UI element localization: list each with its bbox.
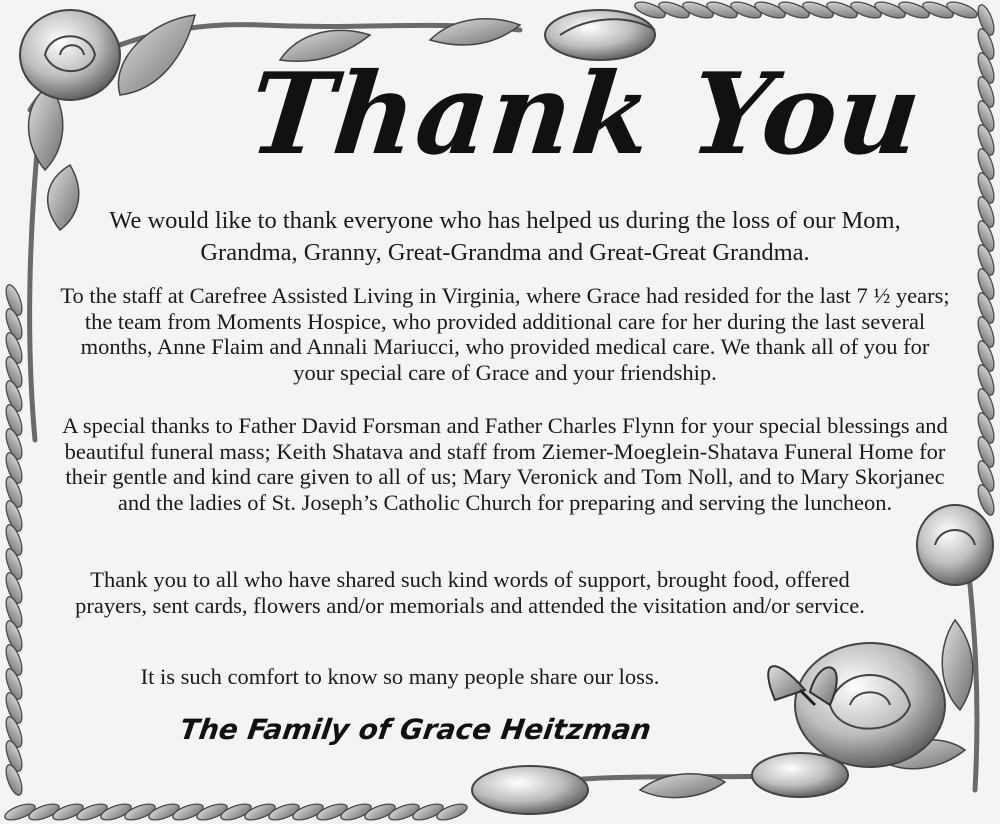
thanks-paragraph-1: We would like to thank everyone who has helped us during the loss of our Mom, Grandma, Granny, Great-Grandma and Great-Great Grandma.	[109, 207, 901, 266]
thanks-paragraph-5: It is such comfort to know so many people share our loss.	[140, 664, 660, 689]
family-signature: The Family of Grace Heitzman	[177, 713, 654, 746]
thanks-paragraph-3: A special thanks to Father David Forsman and Father Charles Flynn for your special blessings and beautiful funeral mass; Keith Shatava and staff from Ziemer-Moeglein-Shatava Funeral Home for their gentle and kind care given to all of us; Mary Veronick and Tom Noll, and to Mary Skorjanec and the ladies of St. Joseph’s Catholic Church for preparing and serving the luncheon.	[62, 413, 948, 515]
rose-icon	[795, 643, 945, 767]
thanks-paragraph-2: To the staff at Carefree Assisted Living in Virginia, where Grace had resided for the last 7 ½ years; the team from Moments Hospice, who provided additional care for her during the last several months, Anne Flaim and Annali Mariucci, who provided medical care. We thank all of you for your special care of Grace and your friendship.	[60, 283, 950, 385]
title-heading: Thank You	[243, 49, 928, 180]
rose-icon	[917, 505, 993, 585]
thanks-paragraph-4: Thank you to all who have shared such kind words of support, brought food, offered prayers, sent cards, flowers and/or memorials and attended the visitation and/or service.	[75, 567, 865, 618]
rose-icon	[20, 10, 120, 100]
